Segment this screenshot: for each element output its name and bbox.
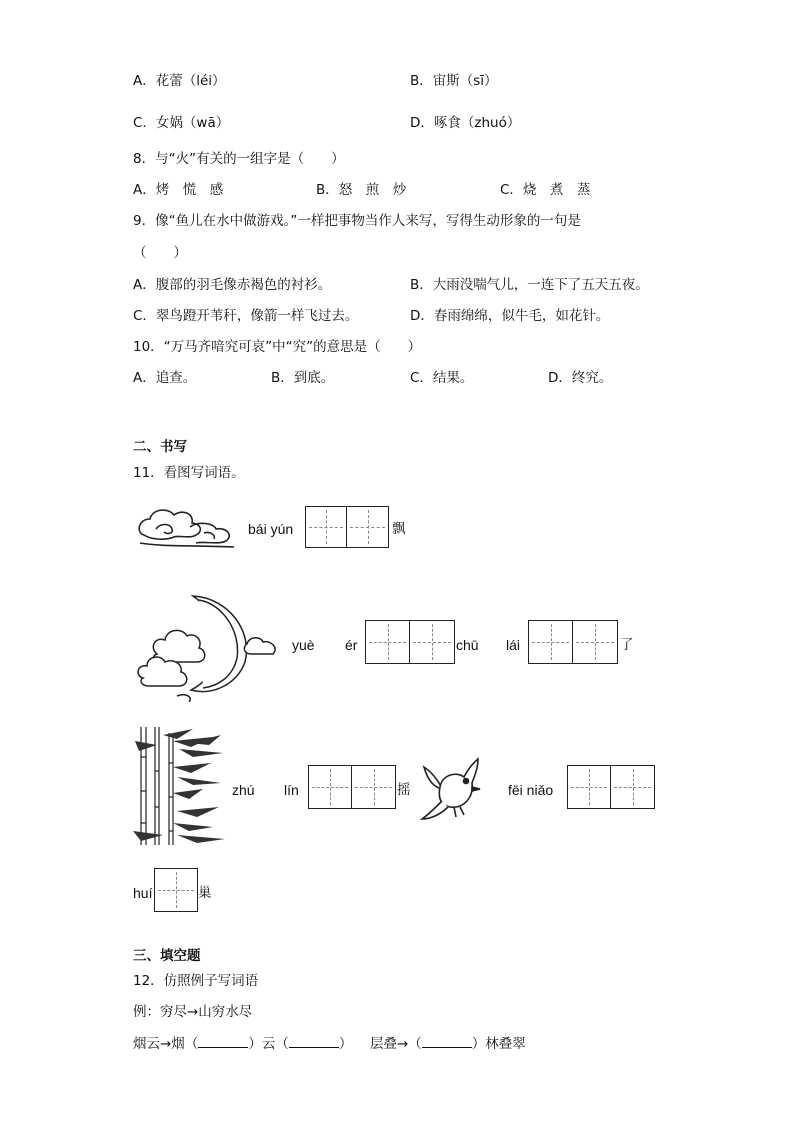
q9-answer-paren: （ ）: [133, 245, 187, 261]
q12-line: [133, 1035, 352, 1053]
pinyin-lai: lái: [506, 637, 521, 653]
writing-grid-hui[interactable]: [154, 868, 198, 912]
writing-grid-zhu-lin[interactable]: [308, 765, 396, 809]
pinyin-er: ér: [345, 637, 358, 653]
grid-cell[interactable]: [352, 765, 396, 809]
q12-stem: 12．仿照例子写词语: [133, 973, 259, 989]
grid-cell[interactable]: [305, 506, 347, 548]
cloud-illustration: [134, 505, 242, 551]
writing-grid-yue-er[interactable]: [365, 620, 455, 664]
q8-stem: 8．与“火”有关的一组字是（ ）: [133, 151, 345, 167]
q11-stem: 11．看图写词语。: [133, 465, 245, 481]
q7-option-b: B．宙斯（sī）: [410, 73, 498, 89]
q9-option-d: D．春雨绵绵，似牛毛，如花针。: [410, 308, 610, 324]
writing-grid-fei-niao[interactable]: [567, 765, 655, 809]
q9-option-c: C．翠鸟蹬开苇秆，像箭一样飞过去。: [133, 308, 359, 324]
answer-blank[interactable]: [422, 1035, 472, 1048]
pinyin-yue: yuè: [292, 637, 315, 653]
grid-cell[interactable]: [347, 506, 389, 548]
q12-line2-part2: ）林叠翠: [471, 1036, 526, 1052]
q7-option-a: A．花蕾（léi）: [133, 73, 226, 89]
q8-option-c: C．烧 煮 蒸: [500, 182, 591, 198]
pinyin-lin: lín: [284, 782, 299, 798]
writing-grid-bai-yun[interactable]: [305, 506, 389, 548]
q8-option-a: A．烤 慌 感: [133, 182, 224, 198]
q7-option-d: D．啄食（zhuó）: [410, 115, 521, 131]
grid-cell[interactable]: [611, 765, 655, 809]
q8-option-b: B．怒 煎 炒: [316, 182, 407, 198]
answer-blank[interactable]: [289, 1035, 339, 1048]
grid-cell[interactable]: [365, 620, 410, 664]
q12-line-part2: ）云（: [248, 1036, 289, 1052]
grid-cell[interactable]: [308, 765, 352, 809]
q10-option-d: D．终究。: [548, 370, 613, 386]
q10-stem: 10．“万马齐喑究可哀”中“究”的意思是（ ）: [133, 339, 422, 355]
grid-cell[interactable]: [528, 620, 573, 664]
q12-line-part3: ）: [338, 1036, 353, 1052]
grid-cell[interactable]: [567, 765, 611, 809]
char-le: 了: [620, 637, 634, 653]
q12-example: 例：穷尽→山穷水尽: [133, 1004, 253, 1020]
q10-option-c: C．结果。: [410, 370, 474, 386]
q9-option-a: A．腹部的羽毛像赤褐色的衬衫。: [133, 277, 332, 293]
grid-cell[interactable]: [573, 620, 618, 664]
pinyin-zhu: zhú: [232, 782, 255, 798]
section-heading-writing: 二、书写: [133, 439, 187, 455]
q10-option-b: B．到底。: [271, 370, 335, 386]
bamboo-forest-illustration: [133, 727, 227, 845]
q9-stem: 9．像“鱼儿在水中做游戏。”一样把事物当作人来写，写得生动形象的一句是: [133, 213, 581, 229]
q12-line2-part1: 层叠→（: [370, 1036, 422, 1052]
q10-option-a: A．追查。: [133, 370, 197, 386]
char-piao: 飘: [392, 521, 406, 537]
pinyin-hui: huí: [133, 885, 153, 901]
q7-option-c: C．女娲（wā）: [133, 115, 230, 131]
section-heading-fill-blank: 三、填空题: [133, 948, 201, 964]
grid-cell[interactable]: [410, 620, 455, 664]
pinyin-fei-niao: fēi niǎo: [508, 782, 554, 798]
char-yao: 摇: [397, 782, 411, 798]
answer-blank[interactable]: [198, 1035, 248, 1048]
pinyin-bai-yun: bái yún: [248, 521, 294, 537]
char-chao: 巢: [198, 885, 212, 901]
q12-line-2: [370, 1035, 526, 1053]
bird-illustration: [420, 757, 482, 825]
pinyin-chu: chū: [456, 637, 479, 653]
writing-grid-chu-lai[interactable]: [528, 620, 618, 664]
q9-option-b: B．大雨没喘气儿，一连下了五天五夜。: [410, 277, 649, 293]
q12-line-part1: 烟云→烟（: [133, 1036, 199, 1052]
moon-clouds-illustration: [133, 592, 281, 702]
grid-cell[interactable]: [154, 868, 198, 912]
